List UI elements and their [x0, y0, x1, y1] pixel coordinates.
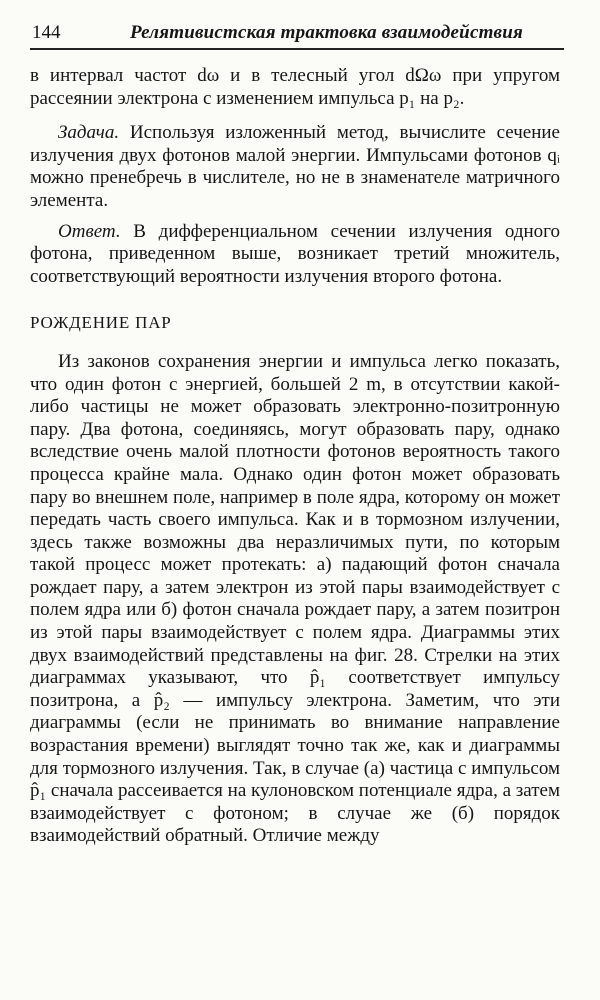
- intro-paragraph: в интервал частот dω и в телесный угол dΩω при упругом рассеянии электрона с изменением импульса p₁ на p₂.: [30, 65, 560, 109]
- page-header: [30, 20, 564, 50]
- task-paragraph: [30, 122, 560, 212]
- page-number: 144: [32, 22, 61, 43]
- answer-text: В дифференциальном сечении излучения одного фотона, приведенном выше, возникает третий множитель, соответствующий вероятности излучения второго фотона.: [30, 220, 560, 287]
- task-text: Используя изложенный метод, вычислите сечение излучения двух фотонов малой энергии. Импульсами фотонов qᵢ можно пренебречь в числителе, но не в знаменателе матричного элемента.: [30, 122, 560, 211]
- main-paragraph: Из законов сохранения энергии и импульса легко показать, что один фотон с энергией, большей 2 m, в отсутствии какой-либо частицы не может образовать электронно-позитронную пару. Два фотона, соединяясь, могут образовать пару, однако вследствие очень малой плотности фотонов вероятность такого процесса крайне мала. Однако один фотон может образовать пару во внешнем поле, например в поле ядра, которому он может передать часть своего импульса. Как и в тормозном излучении, здесь также возможны два неразличимых пути, по которым такой процесс может протекать: а) падающий фотон сначала рождает пару, а затем электрон из этой пары взаимодействует с полем ядра или б) фотон сначала рождает пару, а затем позитрон из этой пары взаимодействует с полем ядра. Диаграммы этих двух взаимодействий представлены на фиг. 28. Стрелки на этих диаграммах указывают, что p̂₁ соответствует импульсу позитрона, а p̂₂ — импульсу электрона. Заметим, что эти диаграммы (если не принимать во внимание направление возрастания времени) выглядят точно так же, как и диаграммы для тормозного излучения. Так, в случае (а) частица с импульсом p̂₁ сначала рассеивается на кулоновском потенциале ядра, а затем взаимодействует с фотоном; в случае же (б) порядок взаимодействий обратный. Отличие между: [30, 350, 560, 847]
- running-title: Релятивистская трактовка взаимодействия: [130, 22, 524, 43]
- task-label: Задача.: [58, 122, 120, 144]
- answer-paragraph: [30, 221, 560, 289]
- answer-label: Ответ.: [58, 220, 121, 242]
- page-body: [30, 65, 560, 848]
- section-heading: РОЖДЕНИЕ ПАР: [30, 313, 172, 333]
